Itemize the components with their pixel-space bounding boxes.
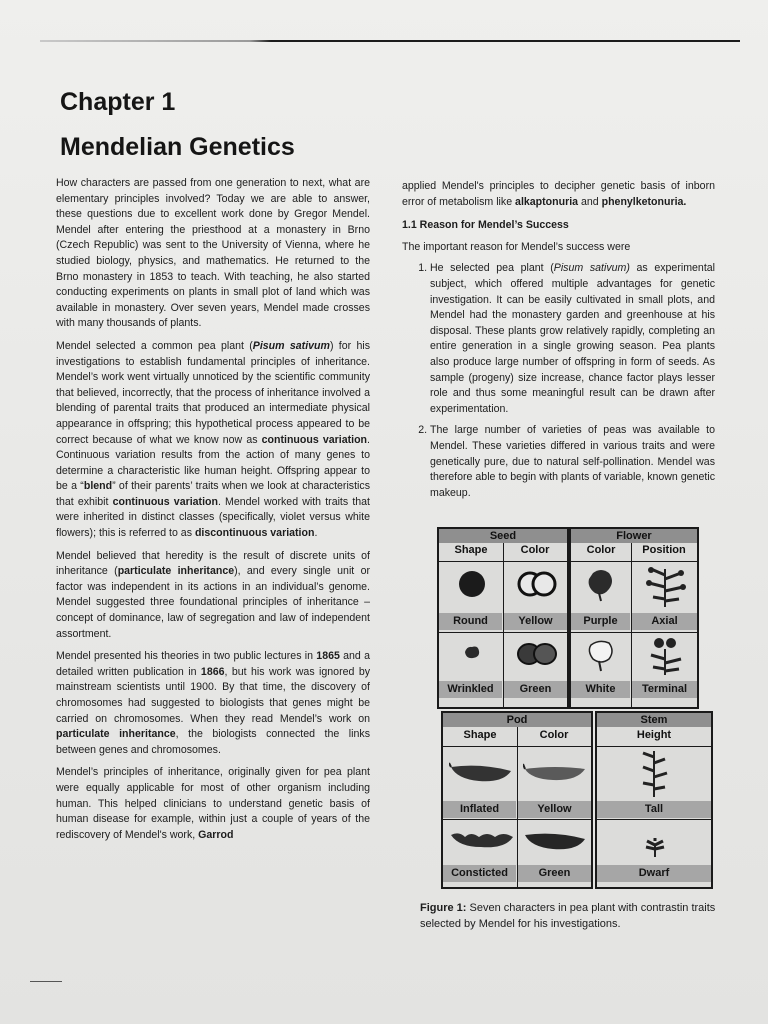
white-flower-icon [585,637,617,673]
flower-axial-label: Axial [632,613,697,630]
figure-caption-label: Figure 1: [420,902,467,914]
right-column [402,179,715,507]
seed-panel [437,527,569,709]
tall-stem-icon [637,749,671,799]
seed-shape-head: Shape [454,544,488,556]
pod-color-head: Color [539,729,569,741]
round-seed-icon [457,569,487,599]
pod-green-label: Green [518,865,591,882]
reason-item: 2. The large number of varieties of peas was available to Mendel. These varieties differed in various traits and were genetically pure, due to natural self-pollination. Mendel was therefore able to begin with plants of variable, known genetic makeup. [430,423,715,501]
flower-panel [569,527,699,709]
left-column [56,176,370,850]
paragraph-intro: How characters are passed from one generation to next, what are elementary principles involved? Today we are able to answer, these questions due to excellent work done by Gregor Mendel. Mendel after entering the priesthood at a monastery in Brno (Czech Republic) was sent to the University of Vienna, where he studied biology, physics, and mathematics. He returned to the Brno monastery in 1853 to teach. With teaching, he also started conducting experiments on plants in small plot of land which was available in monastery. Over seven years, Mendel made crosses with many thousands of plants. [56,177,370,330]
stem-dwarf-label: Dwarf [597,865,711,882]
green-seed-icon [515,639,559,669]
figure-pea-characters [437,527,715,889]
seed-round-label: Round [439,613,502,630]
figure-caption [420,900,750,932]
inflated-pod-icon [449,761,513,785]
bottom-mark [30,981,62,982]
seed-color-head: Color [520,544,550,556]
flower-terminal-label: Terminal [632,681,697,698]
flower-title: Flower [571,529,697,543]
paragraph-garrod-continued: applied Mendel's principles to decipher genetic basis of inborn error of metabolism like alkaptonuria and phenylketonuria. [402,180,715,208]
chapter-title: Mendelian Genetics [60,133,295,161]
wrinkled-seed-icon [463,644,481,660]
stem-panel [595,711,713,889]
flower-position-head: Position [642,544,686,556]
pod-yellow-label: Yellow [518,801,591,818]
stem-tall-label: Tall [597,801,711,818]
pod-constricted-label: Consticted [443,865,516,882]
paragraph-pea-plant: Mendel selected a common pea plant (Pisum sativum) for his investigations to establish fundamental principles of inheritance. Mendel’s work went virtually unnoticed by the scientific community that believed, incorrectly, that the process of inheritance involved a blending of parental traits that produced an intermediate physical appearance in offspring; this hypothetical process appeared to be correct because of what we know now as continuous variation. Continuous variation results from the action of many genes to determine a characteristic like human height. Offspring appear to be a “blend” of their parents’ traits when we look at characteristics that exhibit continuous variation. Mendel worked with traits that were inherited in distinct classes (specifically, violet versus white flowers); this is referred to as discontinuous variation. [56,339,370,540]
stem-title: Stem [597,713,711,727]
flower-purple-label: Purple [571,613,630,630]
seed-title: Seed [439,529,567,543]
paragraph-principles: Mendel’s principles of inheritance, originally given for pea plant were equally applicable for most of other organism including human. This helped clinicians to understand genetic basis of human disease for example, within just a couple of years of the rediscovery of Mendel's work, Garrod [56,766,370,841]
seed-yellow-label: Yellow [504,613,567,630]
seed-green-label: Green [504,681,567,698]
reason-item: 1. He selected pea plant (Pisum sativum) as experimental subject, which offered multiple advantages for genetic investigation. It can be easily cultivated in small plots, and Mendel had the monastery garden and greenhouse at his disposal. These plants grow relatively rapidly, completing an entire generation in a single growing season. Pea plants also produce large number of offspring in form of seeds. As sample (progeny) size increase, chance factor plays lesser role and thus some meaningful result can be drawn after experimentation. [430,261,715,417]
purple-flower-icon [585,567,617,603]
seed-wrinkled-label: Wrinkled [439,681,502,698]
section-heading: 1.1 Reason for Mendel’s Success [402,219,569,232]
figure-caption-text: Seven characters in pea plant with contrastin traits selected by Mendel for his investigations. [420,902,716,930]
chapter-number: Chapter 1 [60,88,176,116]
paragraph-particulate: Mendel believed that heredity is the result of discrete units of inheritance (particulate inheritance), and every single unit or factor was independent in its actions in an individual’s genome. Mendel suggested three foundational principles of inheritance – concept of dominance, law of segregation and law of independent assortment. [56,549,370,640]
pod-panel [441,711,593,889]
dwarf-stem-icon [643,837,667,859]
yellow-seed-icon [517,569,557,599]
top-rule [40,40,740,42]
yellow-pod-icon [523,761,587,785]
pod-title: Pod [443,713,591,727]
flower-white-label: White [571,681,630,698]
pod-inflated-label: Inflated [443,801,516,818]
pod-shape-head: Shape [463,729,497,741]
stem-height-head: Height [636,729,672,741]
paragraph-lectures: Mendel presented his theories in two public lectures in 1865 and a detailed written publication in 1866, but his work was ignored by mainstream scientists until 1900. By that time, the discovery of chromosomes had suggested to biologists that genes might be carried on chromosomes. When they read Mendel’s work on particulate inheritance, the biologists connected the links between genes and chromosomes. [56,650,371,756]
reasons-list [402,261,715,501]
constricted-pod-icon [449,829,515,851]
flower-color-head: Color [586,544,616,556]
axial-flower-icon [641,565,689,609]
section-lead: The important reason for Mendel’s success were [402,240,631,253]
green-pod-icon [523,829,587,853]
terminal-flower-icon [643,635,689,677]
